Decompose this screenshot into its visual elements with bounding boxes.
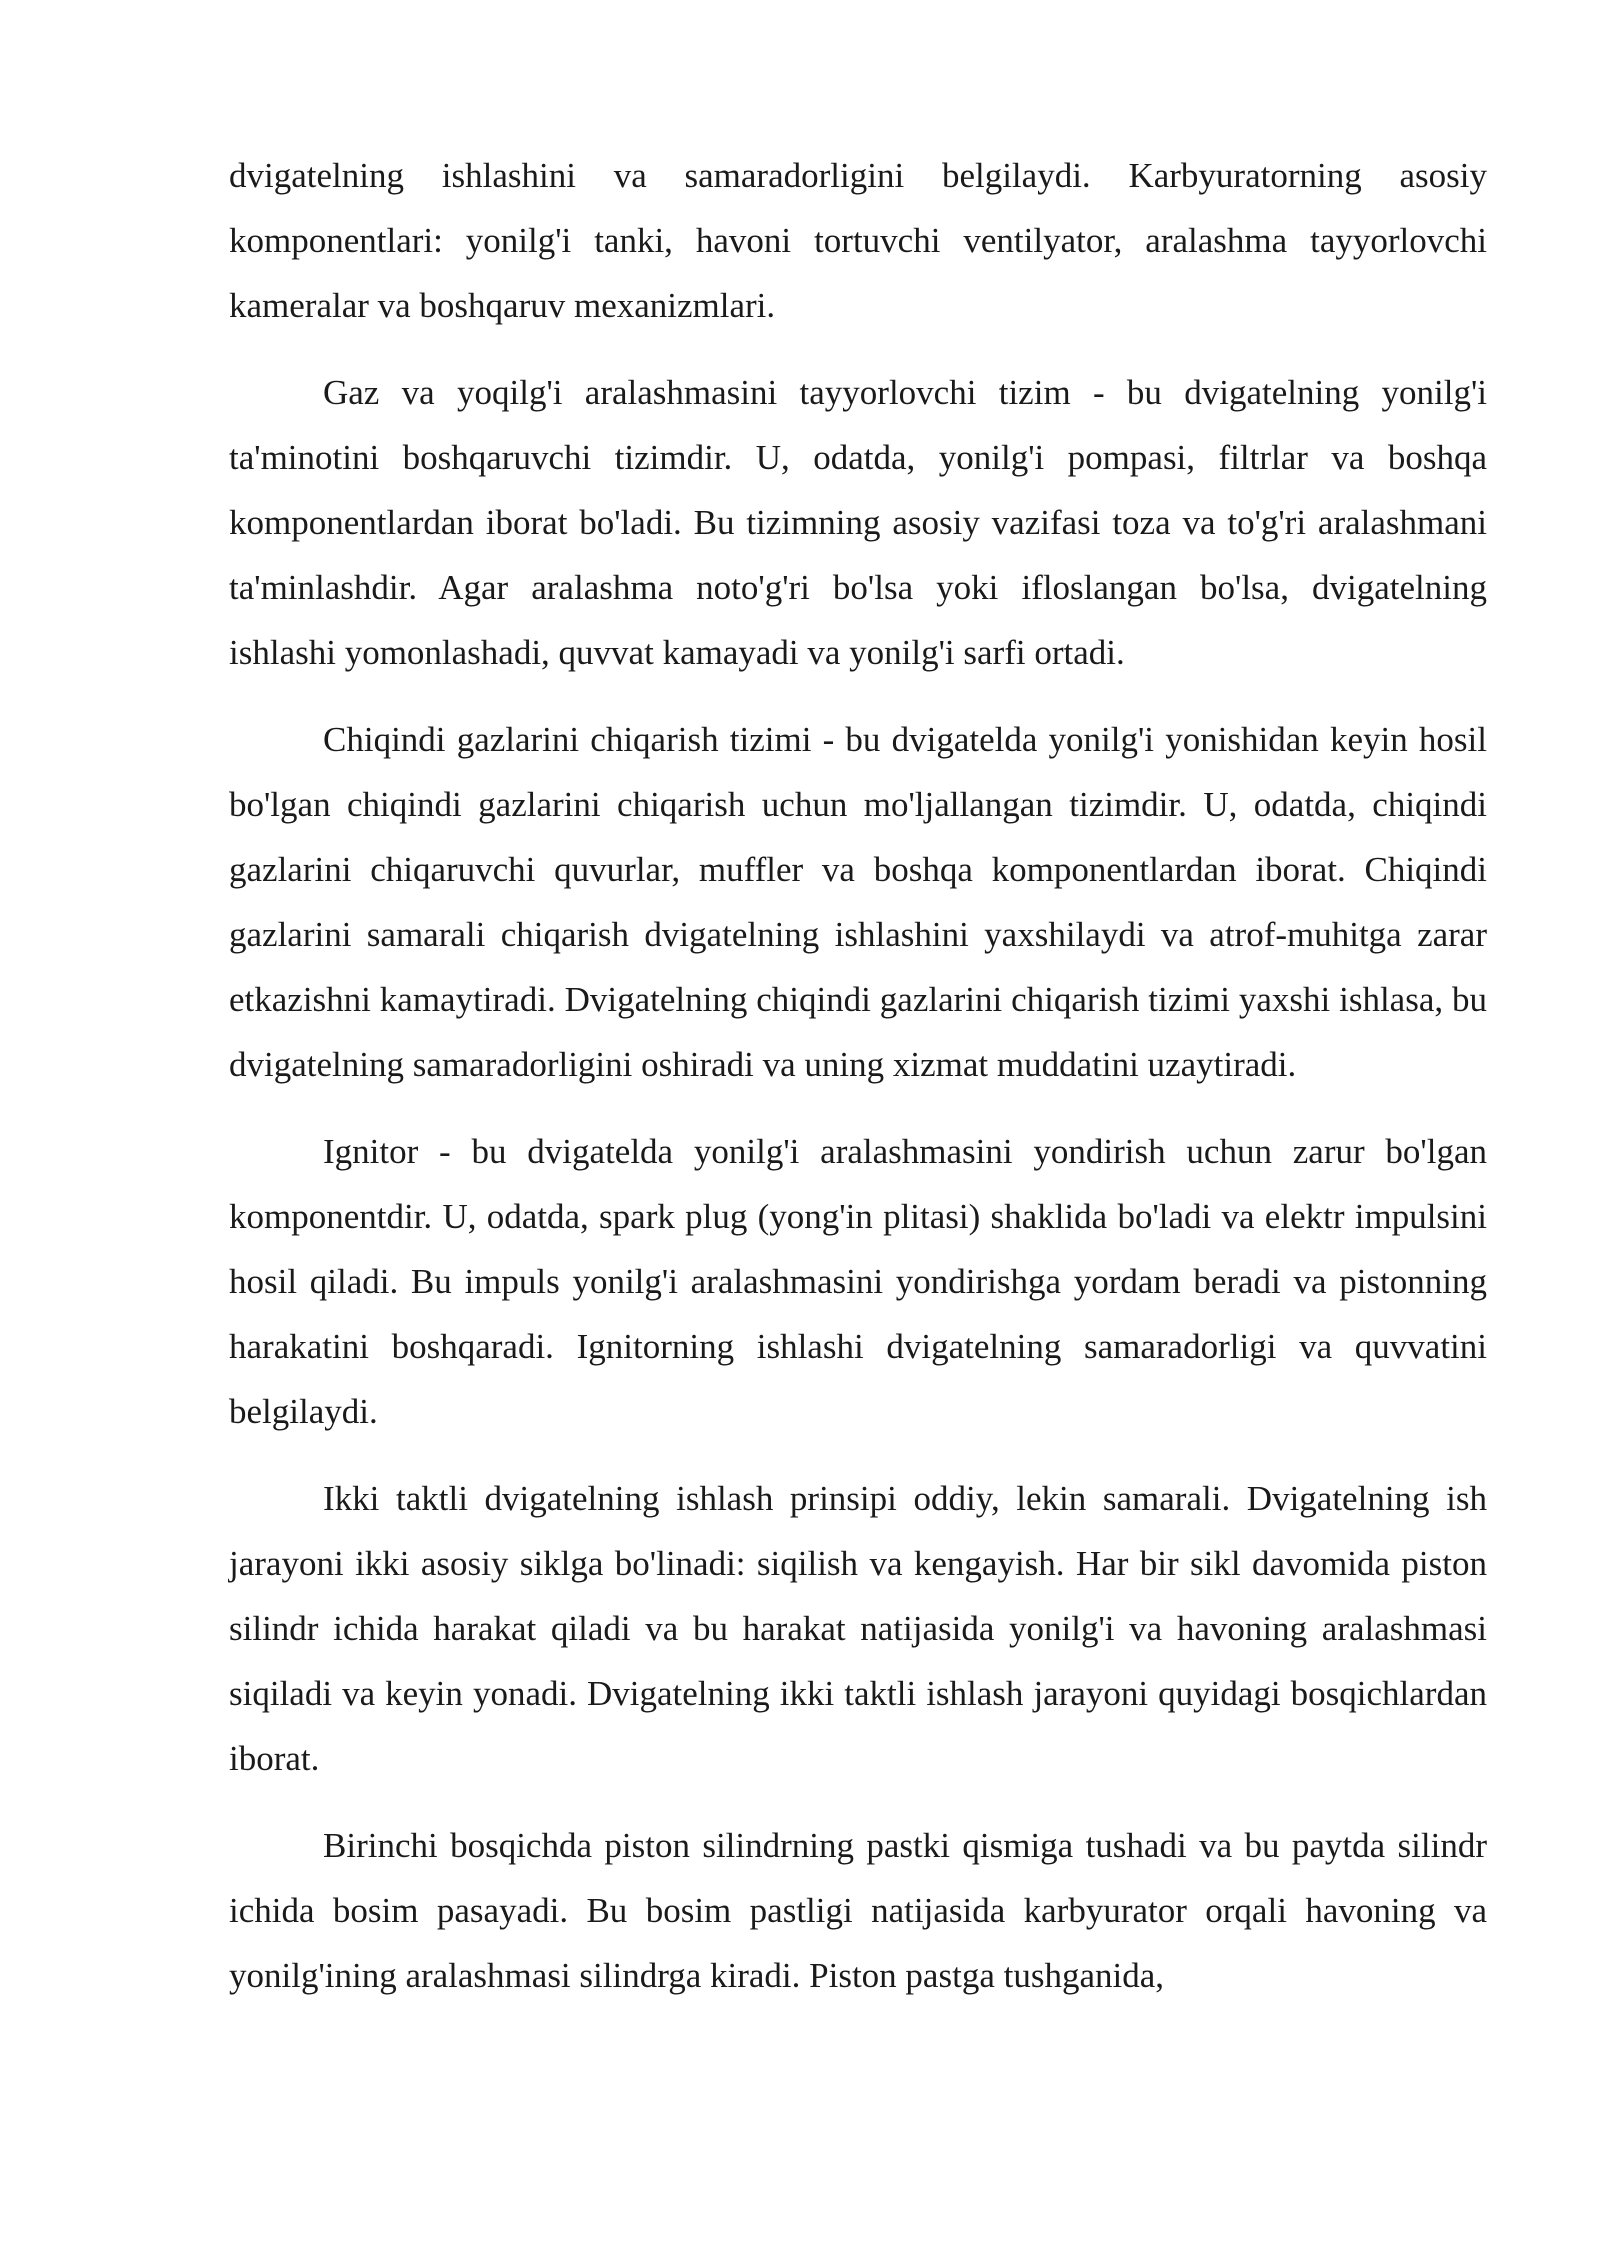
paragraph-fuel-mixture-system: Gaz va yoqilg'i aralashmasini tayyorlovchi tizim - bu dvigatelning yonilg'i ta'minotini boshqaruvchi tizimdir. U, odatda, yonilg'i pompasi, filtrlar va boshqa komponentlardan iborat bo'ladi. Bu tizimning asosiy vazifasi toza va to'g'ri aralashmani ta'minlashdir. Agar aralashma noto'g'ri bo'lsa yoki ifloslangan bo'lsa, dvigatelning ishlashi yomonlashadi, quvvat kamayadi va yonilg'i sarfi ortadi. bbox=[229, 373, 1487, 672]
document-page bbox=[229, 143, 1487, 2030]
paragraph-exhaust-system: Chiqindi gazlarini chiqarish tizimi - bu dvigatelda yonilg'i yonishidan keyin hosil bo'lgan chiqindi gazlarini chiqarish uchun mo'ljallangan tizimdir. U, odatda, chiqindi gazlarini chiqaruvchi quvurlar, muffler va boshqa komponentlardan iborat. Chiqindi gazlarini samarali chiqarish dvigatelning ishlashini yaxshilaydi va atrof-muhitga zarar etkazishni kamaytiradi. Dvigatelning chiqindi gazlarini chiqarish tizimi yaxshi ishlasa, bu dvigatelning samaradorligini oshiradi va uning xizmat muddatini uzaytiradi. bbox=[229, 720, 1487, 1084]
paragraph-carburetor-continued: dvigatelning ishlashini va samaradorligini belgilaydi. Karbyuratorning asosiy komponentlari: yonilg'i tanki, havoni tortuvchi ventilyator, aralashma tayyorlovchi kameralar va boshqaruv mexanizmlari. bbox=[229, 156, 1487, 325]
paragraph-two-stroke-principle: Ikki taktli dvigatelning ishlash prinsipi oddiy, lekin samarali. Dvigatelning ish jarayoni ikki asosiy siklga bo'linadi: siqilish va kengayish. Har bir sikl davomida piston silindr ichida harakat qiladi va bu harakat natijasida yonilg'i va havoning aralashmasi siqiladi va keyin yonadi. Dvigatelning ikki taktli ishlash jarayoni quyidagi bosqichlardan iborat. bbox=[229, 1479, 1487, 1778]
paragraph-first-stage: Birinchi bosqichda piston silindrning pastki qismiga tushadi va bu paytda silindr ichida bosim pasayadi. Bu bosim pastligi natijasida karbyurator orqali havoning va yonilg'ining aralashmasi silindrga kiradi. Piston pastga tushganida, bbox=[229, 1826, 1487, 1995]
paragraph-ignitor: Ignitor - bu dvigatelda yonilg'i aralashmasini yondirish uchun zarur bo'lgan komponentdir. U, odatda, spark plug (yong'in plitasi) shaklida bo'ladi va elektr impulsini hosil qiladi. Bu impuls yonilg'i aralashmasini yondirishga yordam beradi va pistonning harakatini boshqaradi. Ignitorning ishlashi dvigatelning samaradorligi va quvvatini belgilaydi. bbox=[229, 1132, 1487, 1431]
